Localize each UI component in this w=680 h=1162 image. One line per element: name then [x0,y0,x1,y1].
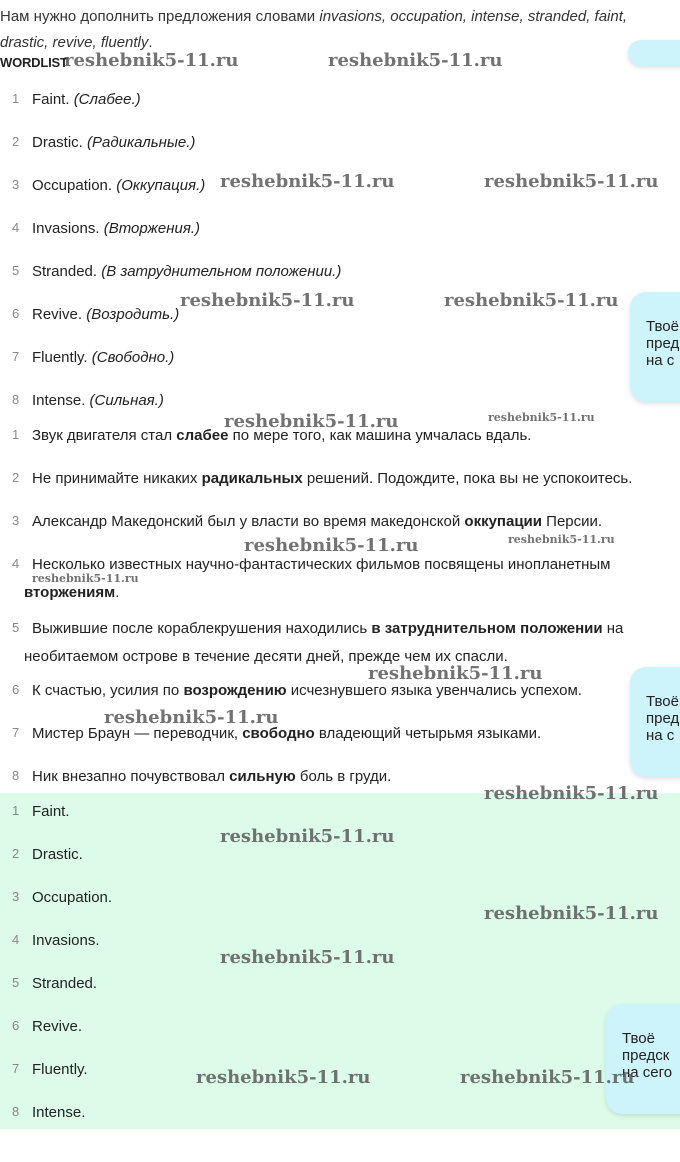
sentence-answer: свободно [242,725,315,742]
item-word: Invasions. [32,220,100,237]
bubble-line: на с [646,727,675,744]
sentence-answer: оккупации [464,513,542,530]
watermark: reshebnik5-11.ru [488,411,595,424]
watermark: reshebnik5-11.ru [220,826,395,847]
answer-word: Occupation. [32,889,113,906]
item-number: 8 [12,1104,20,1119]
watermark: reshebnik5-11.ru [64,50,239,71]
watermark: reshebnik5-11.ru [32,572,139,585]
watermark: reshebnik5-11.ru [460,1067,635,1088]
item-number: 7 [12,1061,20,1076]
sentence-post: исчезнувшего языка увенчались успехом. [286,682,582,699]
intro-suffix: . [148,34,153,51]
assistant-bubble[interactable] [606,1004,680,1114]
watermark: reshebnik5-11.ru [224,411,399,432]
sentence-answer: возрождению [183,682,287,699]
sentence-answer: слабее [176,427,229,444]
sentence-pre: Александр Македонский был у власти во время македонской [32,513,465,530]
sentence-pre: Мистер Браун — переводчик, [32,725,243,742]
item-word: Drastic. [32,134,83,151]
bubble-line: пред [646,335,680,352]
sentence-post: владеющий четырьмя языками. [314,725,542,742]
sentence-post: решений. Подождите, пока вы не успокоитесь. [302,470,633,487]
item-number: 5 [12,263,20,278]
answer-word: Invasions. [32,932,100,949]
watermark: reshebnik5-11.ru [484,783,659,804]
bubble-line: предск [622,1047,670,1064]
item-translation: (В затруднительном положении.) [101,263,342,280]
intro-prefix: Нам нужно дополнить предложения словами [0,8,320,25]
item-number: 4 [12,932,20,947]
sentence-answer: сильную [229,768,296,785]
answer-word: Intense. [32,1104,86,1121]
watermark: reshebnik5-11.ru [484,171,659,192]
sentence-answer: в затруднительном положении [371,620,603,637]
item-translation: (Свободно.) [91,349,175,366]
item-word: Fluently. [32,349,88,366]
sentence-pre: Ник внезапно почувствовал [32,768,230,785]
item-number: 6 [12,1018,20,1033]
sentence-answer: вторжениям [24,584,116,601]
watermark: reshebnik5-11.ru [508,533,615,546]
item-translation: (Оккупация.) [116,177,206,194]
sentence-pre: К счастью, усилия по [32,682,184,699]
item-number: 2 [12,846,20,861]
item-translation: (Вторжения.) [103,220,200,237]
item-number: 3 [12,177,20,192]
bubble-line: на с [646,352,675,369]
bubble-line: Твоё [622,1030,655,1047]
sentence-post: Персии. [542,513,603,530]
item-number: 7 [12,725,20,740]
sentence-post: на [602,620,624,637]
item-number: 1 [12,91,20,106]
bubble-line: на сего [622,1064,673,1081]
item-number: 7 [12,349,20,364]
intro-paragraph [0,4,672,56]
item-word: Faint. [32,91,70,108]
sentence-pre: Выжившие после кораблекрушения находились [32,620,372,637]
sentence-post: боль в груди. [295,768,392,785]
bubble-line: Твоё [646,693,679,710]
assistant-bubble[interactable] [630,292,680,402]
answer-word: Drastic. [32,846,83,863]
watermark: reshebnik5-11.ru [180,290,355,311]
sentence-answer: радикальных [201,470,303,487]
item-number: 6 [12,682,20,697]
bubble-line: пред [646,710,680,727]
answer-word: Fluently. [32,1061,88,1078]
sentence-pre: Звук двигателя стал [32,427,177,444]
item-number: 8 [12,768,20,783]
sentence-post: . [115,584,120,601]
watermark: reshebnik5-11.ru [220,171,395,192]
bubble-line: Твоё [646,318,679,335]
item-number: 3 [12,889,20,904]
assistant-bubble[interactable] [630,667,680,777]
item-translation: (Слабее.) [73,91,141,108]
item-number: 2 [12,134,20,149]
answer-word: Revive. [32,1018,83,1035]
item-number: 4 [12,556,20,571]
sentence-post: по мере того, как машина умчалась вдаль. [228,427,532,444]
watermark: reshebnik5-11.ru [328,50,503,71]
item-number: 5 [12,620,20,635]
answer-word: Stranded. [32,975,98,992]
watermark: reshebnik5-11.ru [196,1067,371,1088]
watermark: reshebnik5-11.ru [444,290,619,311]
item-number: 5 [12,975,20,990]
item-number: 3 [12,513,20,528]
item-translation: (Радикальные.) [87,134,196,151]
watermark: reshebnik5-11.ru [244,535,419,556]
watermark: reshebnik5-11.ru [220,947,395,968]
sentence-pre: Не принимайте никаких [32,470,202,487]
item-number: 6 [12,306,20,321]
item-word: Stranded. [32,263,98,280]
item-number: 1 [12,803,20,818]
item-translation: (Сильная.) [89,392,164,409]
item-word: Revive. [32,306,83,323]
item-number: 2 [12,470,20,485]
item-number: 1 [12,427,20,442]
answer-word: Faint. [32,803,70,820]
item-word: Intense. [32,392,86,409]
item-number: 8 [12,392,20,407]
item-number: 4 [12,220,20,235]
watermark: reshebnik5-11.ru [368,663,543,684]
watermark: reshebnik5-11.ru [104,707,279,728]
sentence-pre: Несколько известных научно-фантастических фильмов посвящены инопланетным [32,556,611,573]
item-translation: (Возродить.) [86,306,180,323]
sentence-continuation: необитаемом острове в течение десяти дней, прежде чем их спасли. [24,648,508,665]
item-word: Occupation. [32,177,113,194]
wordlist-label: WORDLIST [0,55,68,70]
assistant-bubble[interactable] [628,40,680,66]
watermark: reshebnik5-11.ru [484,903,659,924]
intro-words: invasions, occupation, intense, stranded, faint, drastic, revive, fluently [0,8,628,51]
